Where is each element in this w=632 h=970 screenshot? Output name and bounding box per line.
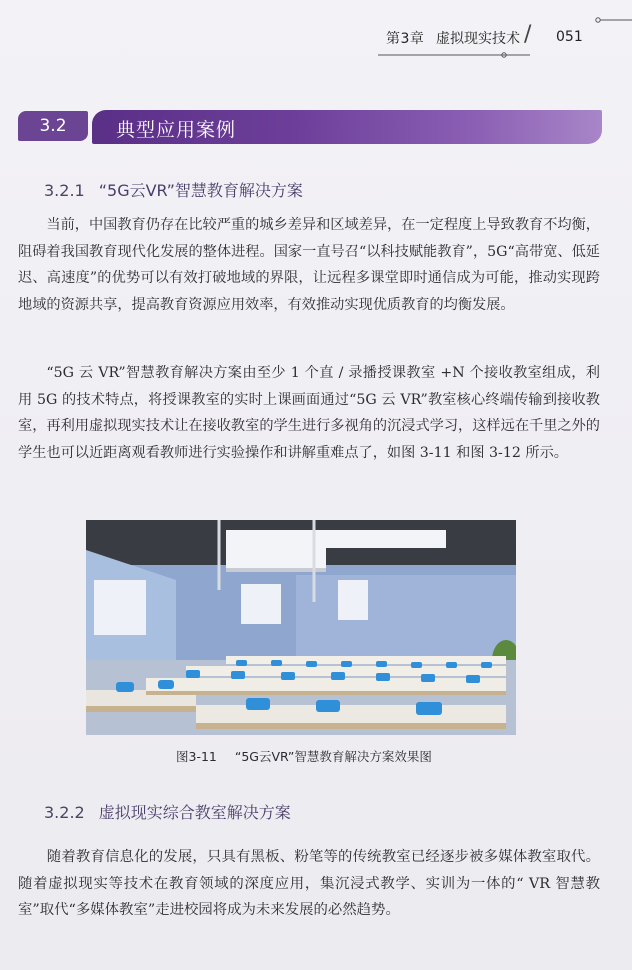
section-number: 3.2 bbox=[18, 111, 88, 141]
paragraph-3: 随着教育信息化的发展，只具有黑板、粉笔等的传统教室已经逐步被多媒体教室取代。随着虚拟现实等技术在教育领域的深度应用，集沉浸式教学、实训为一体的“ VR 智慧教室”取代“多媒体教室”走进校园将成为未来发展的必然趋势。 bbox=[18, 849, 600, 918]
header-chapter: 第3章 bbox=[386, 31, 425, 47]
subsection-title-2: 虚拟现实综合教室解决方案 bbox=[98, 803, 291, 822]
header-decoration bbox=[0, 0, 632, 70]
figure-number: 图3-11 bbox=[176, 749, 217, 764]
subsection-number-1: 3.2.1 bbox=[44, 181, 85, 200]
subsection-title-1: “5G云VR”智慧教育解决方案 bbox=[98, 181, 303, 200]
figure-caption-text: “5G云VR”智慧教育解决方案效果图 bbox=[234, 749, 432, 764]
figure-caption bbox=[176, 747, 432, 765]
page-number: 051 bbox=[556, 29, 583, 45]
paragraph-1: 当前，中国教育仍存在比较严重的城乡差异和区域差异，在一定程度上导致教育不均衡，阻碍着我国教育现代化发展的整体进程。国家一直号召“以科技赋能教育”，5G“高带宽、低延迟、高速度”的优势可以有效打破地域的界限，让远程多课堂即时通信成为可能，推动实现跨地域的资源共享，提高教育资源应用效率，有效推动实现优质教育的均衡发展。 bbox=[18, 217, 600, 313]
section-heading bbox=[18, 108, 584, 146]
vr-classroom-image bbox=[86, 520, 516, 735]
section-title-banner bbox=[92, 110, 602, 144]
paragraph-2: “5G 云 VR”智慧教育解决方案由至少 1 个直 / 录播授课教室 +N 个接收教室组成，利用 5G 的技术特点，将授课教室的实时上课画面通过“5G 云 VR”教室核心终端传输到接收教室，再利用虚拟现实技术让在接收教室的学生进行多视角的沉浸式学习，这样远在千里之外的学生也可以近距离观看教师进行实验操作和讲解重难点了，如图 3-11 和图 3-12 所示。 bbox=[18, 365, 600, 461]
subsection-heading-2 bbox=[44, 800, 291, 823]
subsection-heading-1 bbox=[44, 178, 303, 201]
running-header bbox=[0, 0, 632, 70]
header-separator: / bbox=[524, 22, 532, 47]
header-chapter-title: 虚拟现实技术 bbox=[436, 31, 520, 47]
subsection-number-2: 3.2.2 bbox=[44, 803, 85, 822]
classroom-illustration bbox=[86, 520, 516, 735]
section-title: 典型应用案例 bbox=[116, 119, 237, 141]
